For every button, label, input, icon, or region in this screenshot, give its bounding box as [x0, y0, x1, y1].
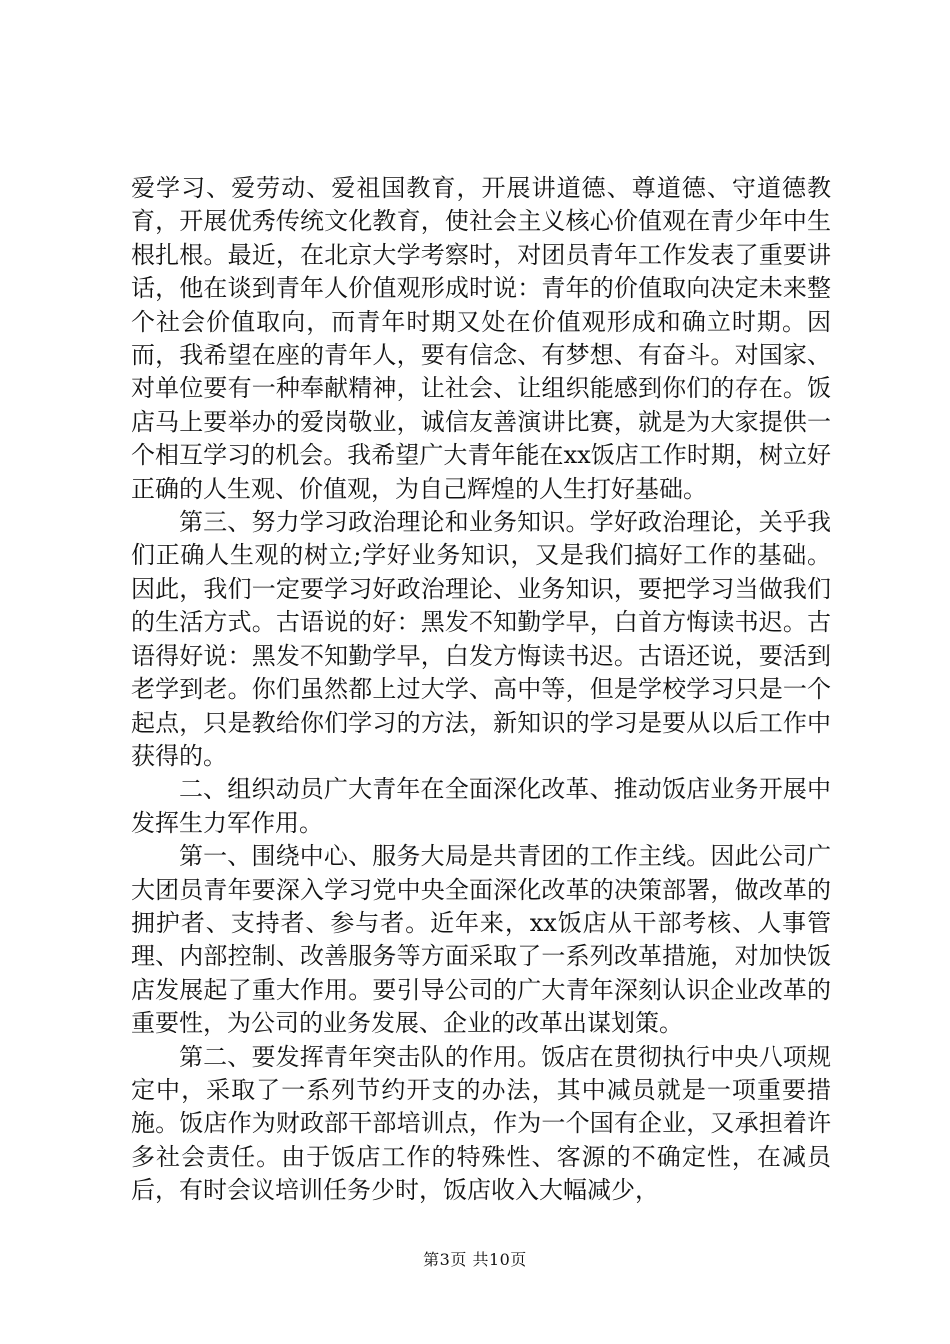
section-heading-two: 二、组织动员广大青年在全面深化改革、推动饭店业务开展中发挥生力军作用。 [131, 775, 831, 837]
paragraph-first-point: 第一、围绕中心、服务大局是共青团的工作主线。因此公司广大团员青年要深入学习党中央全面深化改革的决策部署，做改革的拥护者、支持者、参与者。近年来，xx饭店从干部考核、人事管理、内部控制、改善服务等方面采取了一系列改革措施，对加快饭店发展起了重大作用。要引导公司的广大青年深刻认识企业改革的重要性，为公司的业务发展、企业的改革出谋划策。 [131, 842, 831, 1038]
page-footer: 第3页 共10页 [423, 1250, 527, 1269]
document-body [131, 172, 831, 1208]
paragraph-continued: 爱学习、爱劳动、爱祖国教育，开展讲道德、尊道德、守道德教育，开展优秀传统文化教育，使社会主义核心价值观在青少年中生根扎根。最近，在北京大学考察时，对团员青年工作发表了重要讲话，他在谈到青年人价值观形成时说：青年的价值取向决定未来整个社会价值取向，而青年时期又处在价值观形成和确立时期。因而，我希望在座的青年人，要有信念、有梦想、有奋斗。对国家、对单位要有一种奉献精神，让社会、让组织能感到你们的存在。饭店马上要举办的爱岗敬业，诚信友善演讲比赛，就是为大家提供一个相互学习的机会。我希望广大青年能在xx饭店工作时期，树立好正确的人生观、价值观，为自己辉煌的人生打好基础。 [131, 174, 831, 503]
paragraph-third-point: 第三、努力学习政治理论和业务知识。学好政治理论，关乎我们正确人生观的树立;学好业务知识，又是我们搞好工作的基础。因此，我们一定要学习好政治理论、业务知识，要把学习当做我们的生活方式。古语说的好：黑发不知勤学早，白首方悔读书迟。古语得好说：黑发不知勤学早，白发方悔读书迟。古语还说，要活到老学到老。你们虽然都上过大学、高中等，但是学校学习只是一个起点，只是教给你们学习的方法，新知识的学习是要从以后工作中获得的。 [131, 508, 831, 770]
paragraph-second-point: 第二、要发挥青年突击队的作用。饭店在贯彻执行中央八项规定中，采取了一系列节约开支的办法，其中减员就是一项重要措施。饭店作为财政部干部培训点，作为一个国有企业，又承担着许多社会责任。由于饭店工作的特殊性、客源的不确定性，在减员后，有时会议培训任务少时，饭店收入大幅减少， [131, 1042, 831, 1205]
